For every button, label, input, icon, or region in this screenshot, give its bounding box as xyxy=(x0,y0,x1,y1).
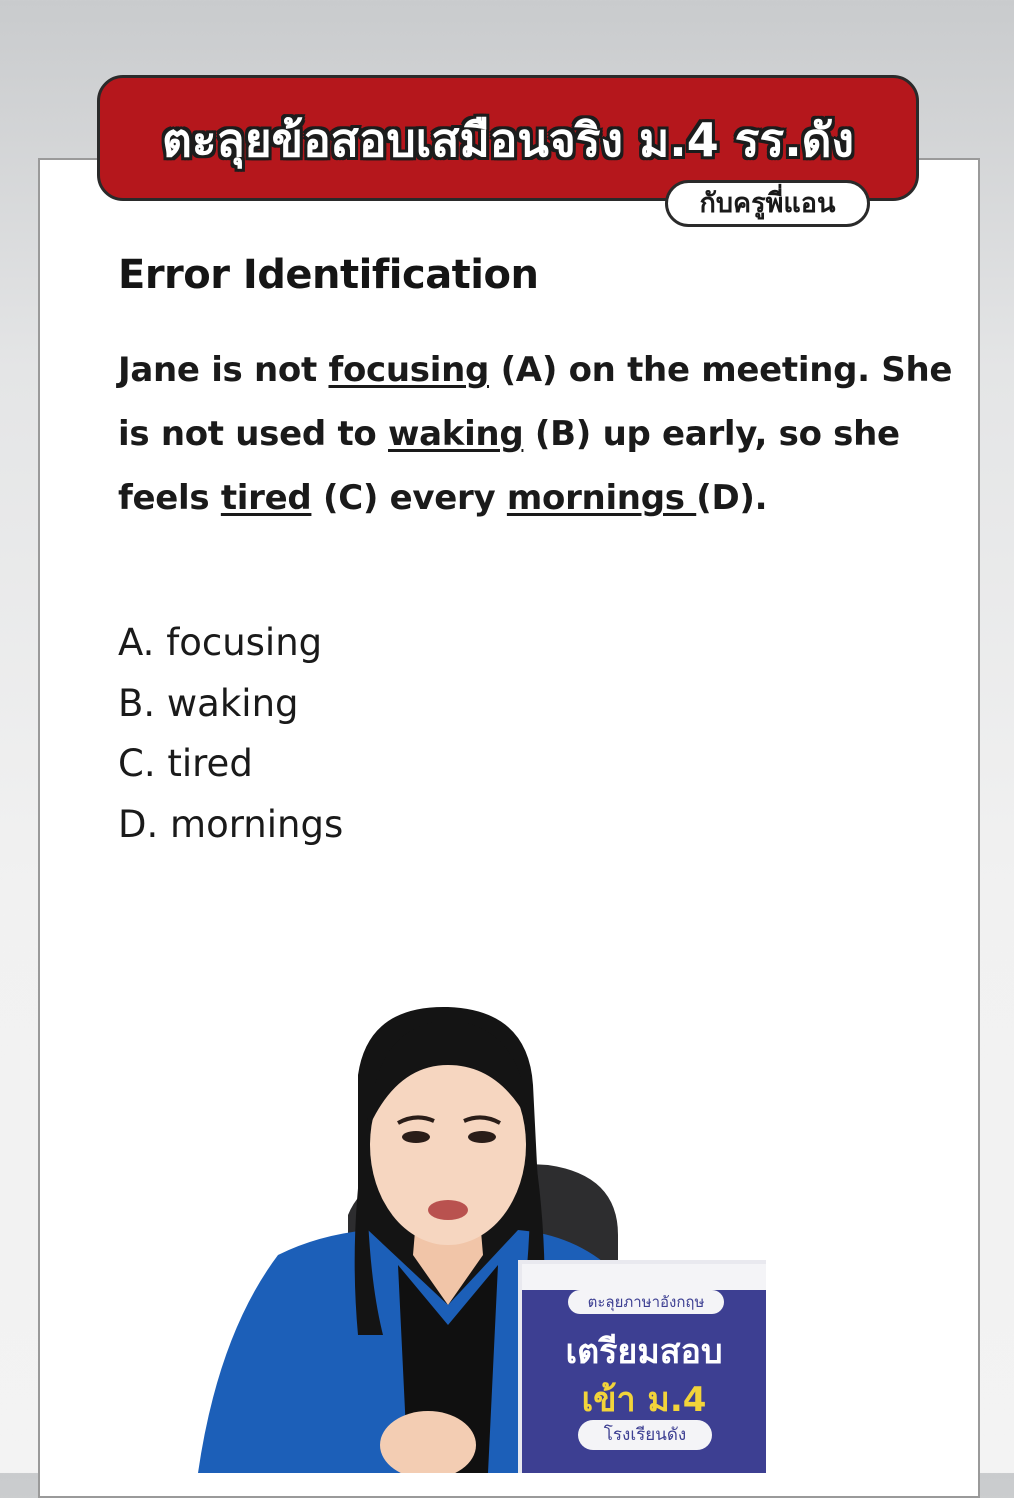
answer-options xyxy=(118,616,343,858)
marker-b: (B) xyxy=(523,414,592,454)
teacher-name-badge: กับครูพี่แอน xyxy=(665,180,870,227)
option-text: focusing xyxy=(166,621,323,664)
option-letter: D. xyxy=(118,802,159,846)
underlined-word-d: mornings xyxy=(506,478,697,518)
option-a[interactable] xyxy=(118,616,343,677)
book-top-strip xyxy=(522,1264,766,1290)
book-title: เตรียมสอบ xyxy=(565,1332,723,1372)
option-text: tired xyxy=(167,742,253,785)
book-school-badge: โรงเรียนดัง xyxy=(578,1420,712,1450)
underlined-word-b: waking xyxy=(388,414,524,454)
option-c[interactable] xyxy=(118,737,343,798)
option-d[interactable] xyxy=(118,798,343,859)
option-letter: C. xyxy=(118,742,156,785)
book-subtitle: เข้า ม.4 xyxy=(581,1380,707,1420)
book-tag: ตะลุยภาษาอังกฤษ xyxy=(568,1290,724,1314)
marker-a: (A) xyxy=(489,350,558,390)
sentence-part: up early, so she feels xyxy=(118,414,900,518)
marker-d: (D) xyxy=(696,478,755,518)
option-b[interactable] xyxy=(118,677,343,738)
option-letter: B. xyxy=(118,681,156,725)
option-text: waking xyxy=(166,681,299,725)
sentence-part: Jane is not xyxy=(118,350,329,390)
option-letter: A. xyxy=(118,621,155,664)
question-sentence xyxy=(118,338,978,530)
sentence-part: (C) every xyxy=(311,478,507,518)
sentence-part: on the meeting. She is not used to xyxy=(118,350,953,454)
option-text: mornings xyxy=(170,802,344,846)
question-heading: Error Identification xyxy=(118,252,539,298)
book-cover xyxy=(518,1260,766,1473)
banner-title: ตะลุยข้อสอบเสมือนจริง ม.4 รร.ดัง xyxy=(161,113,855,167)
sentence-end: . xyxy=(754,478,768,518)
underlined-word-c: tired xyxy=(220,478,312,518)
underlined-word-a: focusing xyxy=(328,350,490,390)
